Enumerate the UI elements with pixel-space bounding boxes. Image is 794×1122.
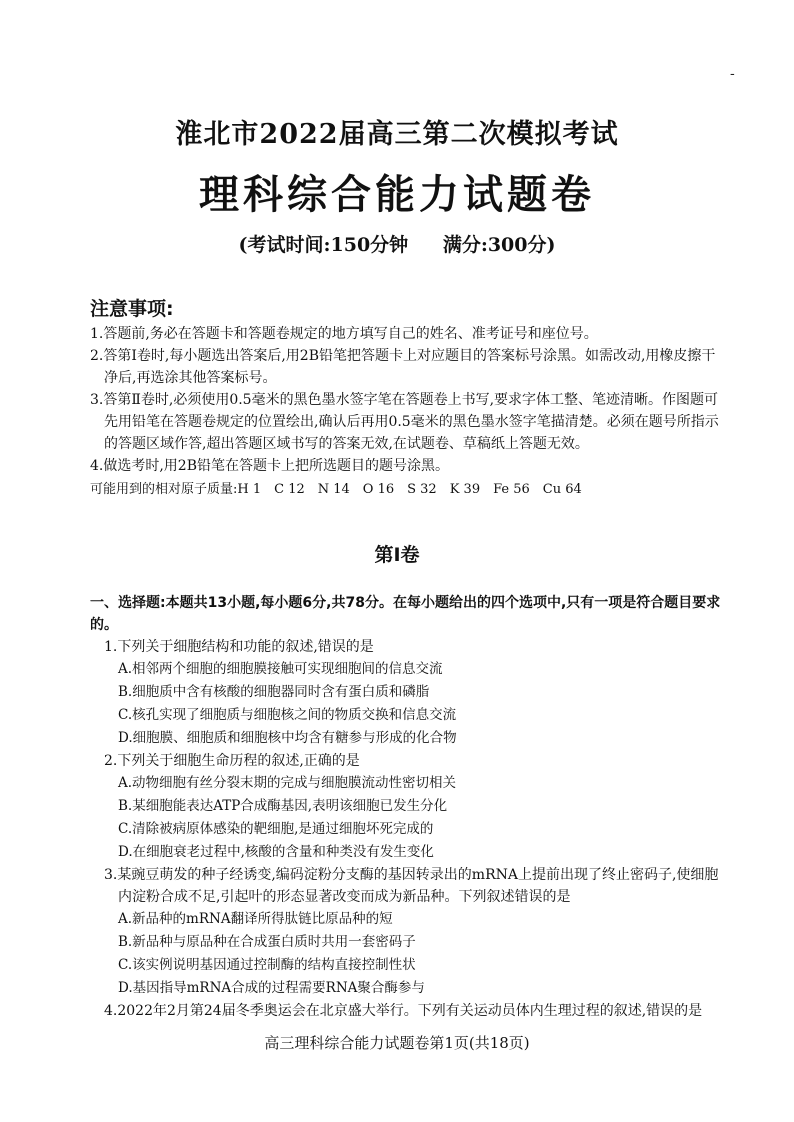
notice-section: [90, 294, 720, 501]
notice-item: 2.答第Ⅰ卷时,每小题选出答案后,用2B铅笔把答题卡上对应题目的答案标号涂黑。如需改动,用橡皮擦干净后,再选涂其他答案标号。: [90, 348, 716, 386]
question: [90, 750, 730, 864]
page-footer: 高三理科综合能力试题卷第1页(共18页): [264, 1034, 530, 1052]
question-option: B.新品种与原品种在合成蛋白质时共用一套密码子: [118, 934, 416, 950]
question-option: B.细胞质中含有核酸的细胞器同时含有蛋白质和磷脂: [118, 684, 430, 700]
question-option: C.核孔实现了细胞质与细胞核之间的物质交换和信息交流: [118, 707, 457, 723]
notice-item: 3.答第Ⅱ卷时,必须使用0.5毫米的黑色墨水签字笔在答题卷上书写,要求字体工整、笔迹清晰。作图题可先用铅笔在答题卷规定的位置绘出,确认后再用0.5毫米的黑色墨水签字笔描清楚。必须在题号所指示的答题区域作答,超出答题区域书写的答案无效,在试题卷、草稿纸上答题无效。: [90, 392, 719, 452]
question-stem: 2.下列关于细胞生命历程的叙述,正确的是: [104, 753, 360, 769]
exam-full-score: 满分:300分): [442, 234, 556, 256]
paper-title: 理科综合能力试题卷: [199, 171, 595, 218]
question: [90, 636, 730, 750]
question-stem: 4.2022年2月第24届冬季奥运会在北京盛大举行。下列有关运动员体内生理过程的叙述,错误的是: [104, 1003, 703, 1019]
question-option: D.基因指导mRNA合成的过程需要RNA聚合酶参与: [118, 980, 425, 996]
question-option: C.该实例说明基因通过控制酶的结构直接控制性状: [118, 957, 416, 973]
question-option: A.动物细胞有丝分裂末期的完成与细胞膜流动性密切相关: [118, 775, 457, 791]
question-option: D.细胞膜、细胞质和细胞核中均含有糖参与形成的化合物: [118, 730, 457, 746]
corner-mark: -: [730, 66, 735, 82]
notice-item: 1.答题前,务必在答题卡和答题卷规定的地方填写自己的姓名、准考证号和座位号。: [90, 326, 598, 342]
exam-meta: [0, 230, 794, 257]
section-title: 第Ⅰ卷: [374, 544, 420, 566]
question-option: C.清除被病原体感染的靶细胞,是通过细胞坏死完成的: [118, 821, 434, 837]
question: [90, 864, 730, 1000]
question-stem: 3.某豌豆萌发的种子经诱变,编码淀粉分支酶的基因转录出的mRNA上提前出现了终止密码子,使细胞内淀粉合成不足,引起叶的形态显著改变而成为新品种。下列叙述错误的是: [104, 867, 719, 905]
atomic-masses: 可能用到的相对原子质量:H 1 C 12 N 14 O 16 S 32 K 39 Fe 56 Cu 64: [90, 482, 582, 497]
question-option: A.相邻两个细胞的细胞膜接触可实现细胞间的信息交流: [118, 661, 443, 677]
section-intro: 一、选择题:本题共13小题,每小题6分,共78分。在每小题给出的四个选项中,只有一项是符合题目要求的。: [90, 595, 721, 633]
question: [90, 1000, 730, 1022]
question-option: D.在细胞衰老过程中,核酸的含量和种类没有发生变化: [118, 844, 434, 860]
notice-heading: 注意事项:: [90, 298, 174, 320]
question-list: [90, 592, 730, 1022]
question-option: B.某细胞能表达ATP合成酶基因,表明该细胞已发生分化: [118, 798, 448, 814]
question-stem: 1.下列关于细胞结构和功能的叙述,错误的是: [104, 639, 374, 655]
exam-time: (考试时间:150分钟: [238, 234, 409, 256]
exam-title: 淮北市2022届高三第二次模拟考试: [175, 119, 619, 150]
question-option: A.新品种的mRNA翻译所得肽链比原品种的短: [118, 911, 393, 927]
notice-item: 4.做选考时,用2B铅笔在答题卡上把所选题目的题号涂黑。: [90, 458, 450, 474]
